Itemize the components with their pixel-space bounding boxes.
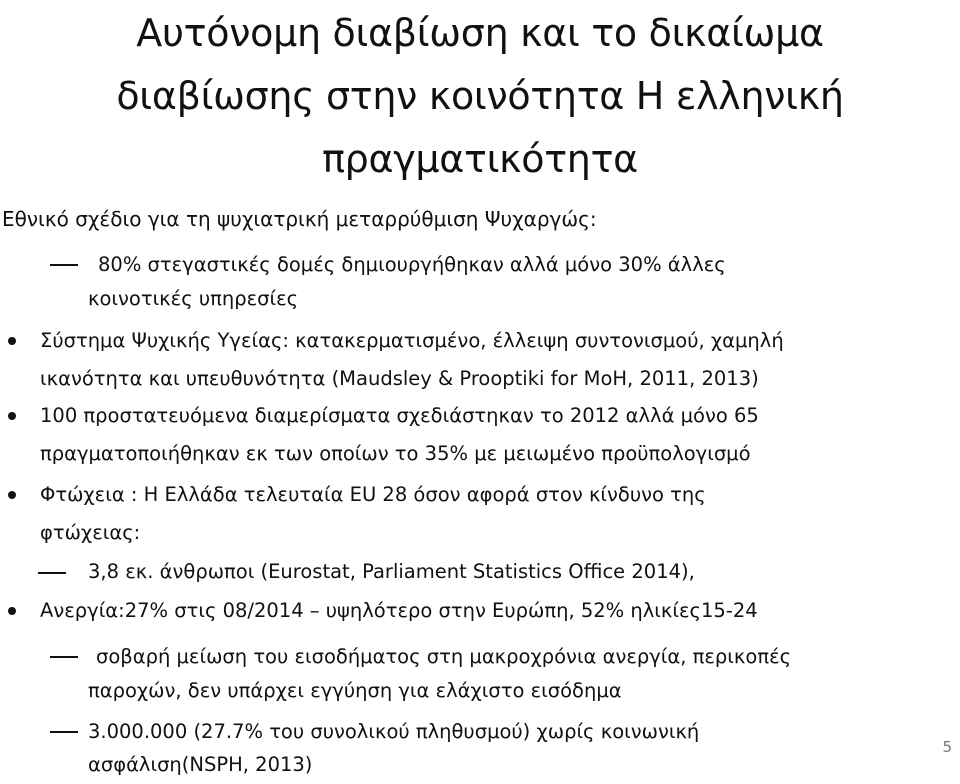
list-item-line: Σύστημα Ψυχικής Υγείας: κατακερματισμένο, έλλειψη συντονισμού, χαμηλή xyxy=(40,329,784,352)
bullet-marker xyxy=(8,337,16,345)
list-item-line: 3,8 εκ. άνθρωποι (Eurostat, Parliament Statistics Office 2014), xyxy=(88,560,695,583)
list-item xyxy=(88,672,622,710)
intro-text: Εθνικό σχέδιο για τη ψυχιατρική μεταρρύθμιση Ψυχαργώς: xyxy=(2,207,597,231)
list-item-line: 80% στεγαστικές δομές δημιουργήθηκαν αλλά μόνο 30% άλλες xyxy=(98,253,726,276)
dash-marker xyxy=(50,731,78,733)
title-line-1: Αυτόνομη διαβίωση και το δικαίωμα xyxy=(136,11,824,55)
list-item xyxy=(40,322,784,398)
bullet-marker xyxy=(8,607,16,615)
list-item-line: 3.000.000 (27.7% του συνολικού πληθυσμού) χωρίς κοινωνική xyxy=(88,720,700,743)
list-item xyxy=(88,553,695,591)
list-item xyxy=(40,592,758,630)
page-number: 5 xyxy=(942,738,952,756)
title-line-3: πραγματικότητα xyxy=(322,137,638,181)
list-item-line: πραγματοποιήθηκαν εκ των οποίων το 35% με μειωμένο προϋπολογισμό xyxy=(40,442,751,465)
list-item-line: 100 προστατευόμενα διαμερίσματα σχεδιάστηκαν το 2012 αλλά μόνο 65 xyxy=(40,404,759,427)
list-item-line: ικανότητα και υπευθυνότητα (Maudsley & Prooptiki for MoH, 2011, 2013) xyxy=(40,367,759,390)
list-item xyxy=(98,246,726,284)
list-item-line: ασφάλιση(NSPH, 2013) xyxy=(88,753,313,776)
list-item-line: Ανεργία:27% στις 08/2014 – υψηλότερο στην Ευρώπη, 52% ηλικίες15-24 xyxy=(40,599,758,622)
list-item-line: Φτώχεια : Η Ελλάδα τελευταία EU 28 όσον αφορά στον κίνδυνο της xyxy=(40,483,706,506)
list-item xyxy=(96,638,791,676)
list-item xyxy=(88,746,312,784)
list-item-line: κοινοτικές υπηρεσίες xyxy=(88,287,299,310)
list-item-line: φτώχειας: xyxy=(40,521,141,544)
list-item xyxy=(40,476,706,552)
bullet-marker xyxy=(8,491,16,499)
dash-marker xyxy=(50,264,78,266)
slide-title xyxy=(60,2,900,191)
list-item xyxy=(88,280,298,318)
list-item xyxy=(40,397,759,473)
list-item-line: παροχών, δεν υπάρχει εγγύηση για ελάχιστο εισόδημα xyxy=(88,679,622,702)
title-line-2: διαβίωσης στην κοινότητα Η ελληνική xyxy=(116,74,844,118)
dash-marker xyxy=(38,572,66,574)
bullet-marker xyxy=(8,412,16,420)
dash-marker xyxy=(50,656,78,658)
list-item-line: σοβαρή μείωση του εισοδήματος στη μακροχρόνια ανεργία, περικοπές xyxy=(96,645,792,668)
